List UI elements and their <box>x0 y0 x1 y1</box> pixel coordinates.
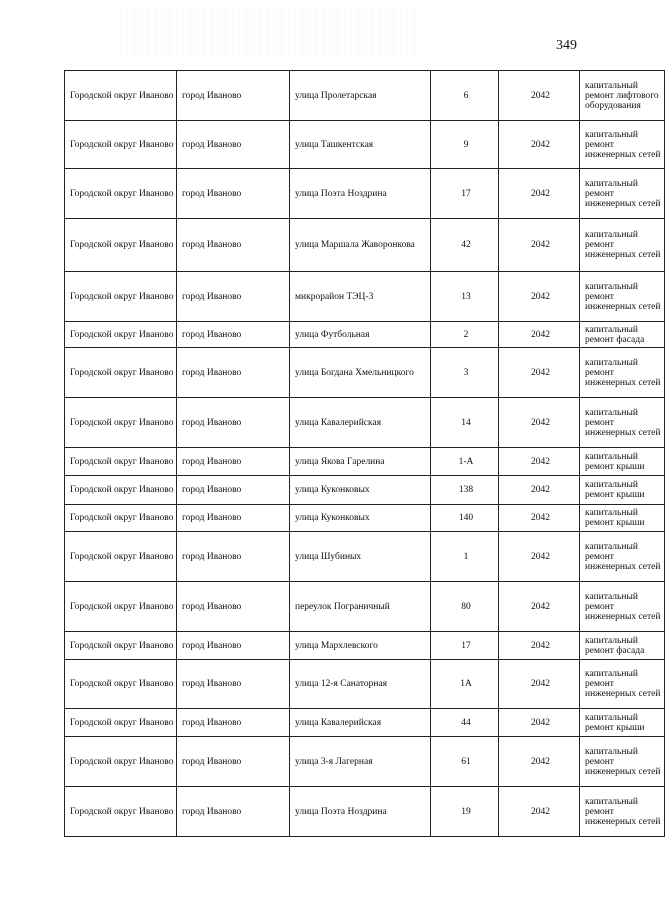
table-row <box>65 709 665 737</box>
work-type-cell: капитальный ремонт крыши <box>580 505 665 532</box>
municipality-cell: Городской округ Иваново <box>65 348 177 398</box>
table-row <box>65 787 665 837</box>
city-cell: город Иваново <box>177 121 290 169</box>
year-cell: 2042 <box>499 121 580 169</box>
house-number-cell: 17 <box>431 632 499 660</box>
year-cell: 2042 <box>499 476 580 505</box>
year-cell: 2042 <box>499 582 580 632</box>
year-cell: 2042 <box>499 71 580 121</box>
table-row <box>65 532 665 582</box>
street-cell: улица 3-я Лагерная <box>290 737 431 787</box>
city-cell: город Иваново <box>177 448 290 476</box>
house-number-cell: 2 <box>431 322 499 348</box>
city-cell: город Иваново <box>177 505 290 532</box>
work-type-cell: капитальный ремонт инженерных сетей <box>580 398 665 448</box>
street-cell: переулок Пограничный <box>290 582 431 632</box>
municipality-cell: Городской округ Иваново <box>65 322 177 348</box>
street-cell: улица Маршала Жаворонкова <box>290 219 431 272</box>
house-number-cell: 1А <box>431 660 499 709</box>
street-cell: улица Куконковых <box>290 505 431 532</box>
year-cell: 2042 <box>499 348 580 398</box>
city-cell: город Иваново <box>177 398 290 448</box>
municipality-cell: Городской округ Иваново <box>65 169 177 219</box>
work-type-cell: капитальный ремонт инженерных сетей <box>580 348 665 398</box>
table-row <box>65 169 665 219</box>
city-cell: город Иваново <box>177 71 290 121</box>
table-row <box>65 322 665 348</box>
house-number-cell: 1 <box>431 532 499 582</box>
city-cell: город Иваново <box>177 787 290 837</box>
table-row <box>65 398 665 448</box>
house-number-cell: 17 <box>431 169 499 219</box>
house-number-cell: 61 <box>431 737 499 787</box>
street-cell: улица Мархлевского <box>290 632 431 660</box>
year-cell: 2042 <box>499 398 580 448</box>
work-type-cell: капитальный ремонт инженерных сетей <box>580 272 665 322</box>
municipality-cell: Городской округ Иваново <box>65 219 177 272</box>
street-cell: улица Ташкентская <box>290 121 431 169</box>
house-number-cell: 6 <box>431 71 499 121</box>
municipality-cell: Городской округ Иваново <box>65 505 177 532</box>
table-row <box>65 219 665 272</box>
house-number-cell: 42 <box>431 219 499 272</box>
table-row <box>65 505 665 532</box>
house-number-cell: 9 <box>431 121 499 169</box>
street-cell: улица Шубиных <box>290 532 431 582</box>
street-cell: микрорайон ТЭЦ-3 <box>290 272 431 322</box>
table-row <box>65 348 665 398</box>
year-cell: 2042 <box>499 169 580 219</box>
house-number-cell: 3 <box>431 348 499 398</box>
table-row <box>65 71 665 121</box>
year-cell: 2042 <box>499 448 580 476</box>
municipality-cell: Городской округ Иваново <box>65 71 177 121</box>
page-number: 349 <box>556 38 577 53</box>
street-cell: улица Пролетарская <box>290 71 431 121</box>
year-cell: 2042 <box>499 322 580 348</box>
year-cell: 2042 <box>499 632 580 660</box>
municipality-cell: Городской округ Иваново <box>65 476 177 505</box>
city-cell: город Иваново <box>177 582 290 632</box>
municipality-cell: Городской округ Иваново <box>65 660 177 709</box>
work-type-cell: капитальный ремонт крыши <box>580 476 665 505</box>
work-type-cell: капитальный ремонт фасада <box>580 322 665 348</box>
repair-schedule-table <box>64 70 665 837</box>
table-row <box>65 632 665 660</box>
work-type-cell: капитальный ремонт инженерных сетей <box>580 532 665 582</box>
table-row <box>65 121 665 169</box>
house-number-cell: 140 <box>431 505 499 532</box>
table-row <box>65 448 665 476</box>
house-number-cell: 80 <box>431 582 499 632</box>
city-cell: город Иваново <box>177 348 290 398</box>
municipality-cell: Городской округ Иваново <box>65 737 177 787</box>
work-type-cell: капитальный ремонт фасада <box>580 632 665 660</box>
municipality-cell: Городской округ Иваново <box>65 448 177 476</box>
year-cell: 2042 <box>499 219 580 272</box>
city-cell: город Иваново <box>177 219 290 272</box>
city-cell: город Иваново <box>177 532 290 582</box>
house-number-cell: 14 <box>431 398 499 448</box>
municipality-cell: Городской округ Иваново <box>65 787 177 837</box>
street-cell: улица 12-я Санаторная <box>290 660 431 709</box>
work-type-cell: капитальный ремонт инженерных сетей <box>580 582 665 632</box>
year-cell: 2042 <box>499 505 580 532</box>
work-type-cell: капитальный ремонт инженерных сетей <box>580 737 665 787</box>
street-cell: улица Поэта Ноздрина <box>290 787 431 837</box>
municipality-cell: Городской округ Иваново <box>65 121 177 169</box>
city-cell: город Иваново <box>177 632 290 660</box>
house-number-cell: 44 <box>431 709 499 737</box>
street-cell: улица Футбольная <box>290 322 431 348</box>
house-number-cell: 19 <box>431 787 499 837</box>
street-cell: улица Куконковых <box>290 476 431 505</box>
table-row <box>65 737 665 787</box>
work-type-cell: капитальный ремонт крыши <box>580 448 665 476</box>
work-type-cell: капитальный ремонт лифтового оборудования <box>580 71 665 121</box>
municipality-cell: Городской округ Иваново <box>65 709 177 737</box>
house-number-cell: 138 <box>431 476 499 505</box>
year-cell: 2042 <box>499 532 580 582</box>
work-type-cell: капитальный ремонт инженерных сетей <box>580 121 665 169</box>
work-type-cell: капитальный ремонт крыши <box>580 709 665 737</box>
year-cell: 2042 <box>499 660 580 709</box>
year-cell: 2042 <box>499 737 580 787</box>
table-row <box>65 476 665 505</box>
street-cell: улица Богдана Хмельницкого <box>290 348 431 398</box>
street-cell: улица Кавалерийская <box>290 709 431 737</box>
year-cell: 2042 <box>499 787 580 837</box>
street-cell: улица Поэта Ноздрина <box>290 169 431 219</box>
city-cell: город Иваново <box>177 737 290 787</box>
work-type-cell: капитальный ремонт инженерных сетей <box>580 787 665 837</box>
scan-artifact <box>120 8 420 58</box>
work-type-cell: капитальный ремонт инженерных сетей <box>580 660 665 709</box>
municipality-cell: Городской округ Иваново <box>65 272 177 322</box>
work-type-cell: капитальный ремонт инженерных сетей <box>580 219 665 272</box>
municipality-cell: Городской округ Иваново <box>65 632 177 660</box>
table-row <box>65 660 665 709</box>
table-row <box>65 272 665 322</box>
house-number-cell: 13 <box>431 272 499 322</box>
city-cell: город Иваново <box>177 476 290 505</box>
street-cell: улица Якова Гарелина <box>290 448 431 476</box>
work-type-cell: капитальный ремонт инженерных сетей <box>580 169 665 219</box>
municipality-cell: Городской округ Иваново <box>65 582 177 632</box>
year-cell: 2042 <box>499 709 580 737</box>
city-cell: город Иваново <box>177 272 290 322</box>
municipality-cell: Городской округ Иваново <box>65 398 177 448</box>
table-row <box>65 582 665 632</box>
city-cell: город Иваново <box>177 660 290 709</box>
city-cell: город Иваново <box>177 169 290 219</box>
street-cell: улица Кавалерийская <box>290 398 431 448</box>
year-cell: 2042 <box>499 272 580 322</box>
municipality-cell: Городской округ Иваново <box>65 532 177 582</box>
city-cell: город Иваново <box>177 322 290 348</box>
house-number-cell: 1-А <box>431 448 499 476</box>
city-cell: город Иваново <box>177 709 290 737</box>
